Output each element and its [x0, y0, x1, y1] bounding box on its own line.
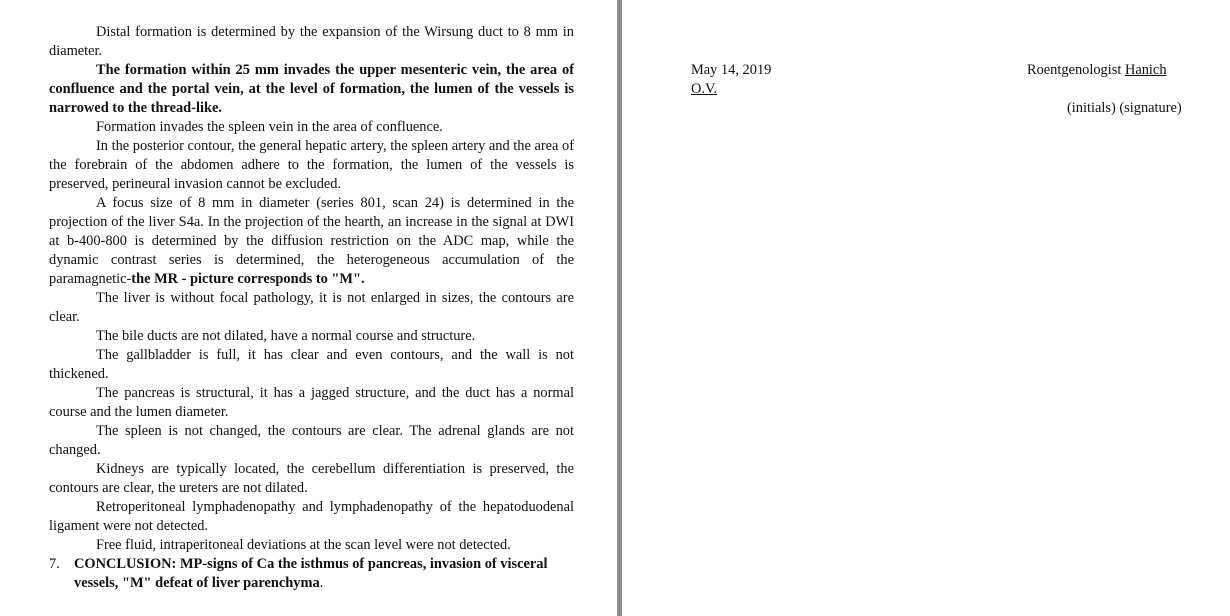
report-date: May 14, 2019: [691, 62, 772, 78]
paragraph-spleen: The spleen is not changed, the contours are clear. The adrenal glands are not changed.: [49, 423, 574, 458]
conclusion-period: .: [319, 575, 324, 591]
mr-picture-finding: the MR - picture corresponds to "M".: [131, 271, 365, 287]
paragraph-kidneys: Kidneys are typically located, the cerebellum differentiation is preserved, the contours are clear, the ureters are not dilated.: [49, 461, 574, 496]
role-label: Roentgenologist: [1027, 62, 1122, 78]
paragraph-mesenteric-vein: The formation within 25 mm invades the upper mesenteric vein, the area of confluence and the portal vein, at the level of formation, the lumen of the vessels is narrowed to the thread-like.: [49, 62, 574, 116]
paragraph-posterior-contour: In the posterior contour, the general hepatic artery, the spleen artery and the area of the forebrain of the abdomen adhere to the formation, the lumen of the vessels is preserved, perineural invasion cannot be excluded.: [49, 138, 574, 192]
paragraph-spleen-vein: Formation invades the spleen vein in the area of confluence.: [96, 119, 443, 135]
paragraph-bile-ducts: The bile ducts are not dilated, have a normal course and structure.: [96, 328, 476, 344]
initials-underlined: O.V.: [691, 81, 718, 97]
conclusion: [49, 555, 574, 593]
doctor-name: Hanich: [1124, 62, 1167, 78]
signature-page: [622, 0, 1230, 616]
paragraph-free-fluid: Free fluid, intraperitoneal deviations at the scan level were not detected.: [96, 537, 511, 553]
signatory: [1027, 61, 1167, 80]
report-body: [49, 23, 574, 593]
paragraph-liver: The liver is without focal pathology, it is not enlarged in sizes, the contours are clear.: [49, 290, 574, 325]
liver-focus-text: A focus size of 8 mm in diameter (series 801, scan 24) is determined in the projection of the liver S4a. In the projection of the hearth, an increase in the signal at DWI at b-400-800 is determined by the diffusion restriction on the ADC map, while the dynamic contrast series is determined, the heterogeneous accumulation of the paramagnetic-: [49, 195, 574, 287]
conclusion-text: CONCLUSION: MP-signs of Ca the isthmus of pancreas, invasion of visceral vessels, "M" defeat of liver parenchyma: [74, 556, 548, 591]
paragraph-pancreas: The pancreas is structural, it has a jagged structure, and the duct has a normal course and the lumen diameter.: [49, 385, 574, 420]
paragraph-liver-focus: [49, 194, 574, 289]
signature-note: (initials) (signature): [1067, 100, 1182, 116]
conclusion-number: 7.: [49, 556, 60, 572]
paragraph-lymphadenopathy: Retroperitoneal lymphadenopathy and lymphadenopathy of the hepatoduodenal ligament were not detected.: [49, 499, 574, 534]
paragraph-gallbladder: The gallbladder is full, it has clear and even contours, and the wall is not thickened.: [49, 347, 574, 382]
paragraph-wirsung-duct: Distal formation is determined by the expansion of the Wirsung duct to 8 mm in diameter.: [49, 24, 574, 59]
